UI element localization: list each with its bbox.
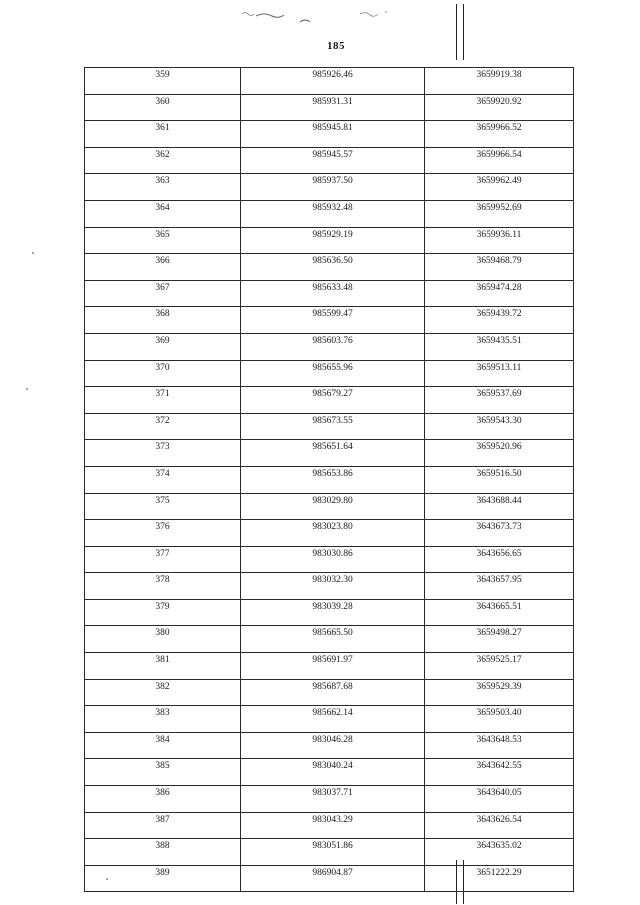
y-coordinate-cell: 3659962.49 bbox=[425, 174, 574, 201]
table-row bbox=[85, 679, 574, 706]
x-coordinate-cell: 985945.81 bbox=[241, 121, 425, 148]
table-row bbox=[85, 626, 574, 653]
y-coordinate-cell: 3643673.73 bbox=[425, 520, 574, 547]
table-row bbox=[85, 732, 574, 759]
table-row bbox=[85, 200, 574, 227]
y-coordinate-cell: 3659936.11 bbox=[425, 227, 574, 254]
table-row bbox=[85, 786, 574, 813]
x-coordinate-cell: 985929.19 bbox=[241, 227, 425, 254]
point-number-cell: 385 bbox=[85, 759, 241, 786]
x-coordinate-cell: 983023.80 bbox=[241, 520, 425, 547]
x-coordinate-cell: 983040.24 bbox=[241, 759, 425, 786]
y-coordinate-cell: 3643640.05 bbox=[425, 786, 574, 813]
table-row bbox=[85, 865, 574, 892]
table-row bbox=[85, 812, 574, 839]
y-coordinate-cell: 3659435.51 bbox=[425, 333, 574, 360]
point-number-cell: 379 bbox=[85, 599, 241, 626]
point-number-cell: 381 bbox=[85, 653, 241, 680]
table-row bbox=[85, 653, 574, 680]
x-coordinate-cell: 985937.50 bbox=[241, 174, 425, 201]
table-row bbox=[85, 839, 574, 866]
y-coordinate-cell: 3643648.53 bbox=[425, 732, 574, 759]
y-coordinate-cell: 3659474.28 bbox=[425, 280, 574, 307]
point-number-cell: 384 bbox=[85, 732, 241, 759]
y-coordinate-cell: 3643626.54 bbox=[425, 812, 574, 839]
y-coordinate-cell: 3659966.52 bbox=[425, 121, 574, 148]
x-coordinate-cell: 985926.46 bbox=[241, 68, 425, 95]
scan-header-mark bbox=[240, 8, 400, 30]
point-number-cell: 389 bbox=[85, 865, 241, 892]
y-coordinate-cell: 3643688.44 bbox=[425, 493, 574, 520]
point-number-cell: 367 bbox=[85, 280, 241, 307]
point-number-cell: 383 bbox=[85, 706, 241, 733]
point-number-cell: 380 bbox=[85, 626, 241, 653]
table-row bbox=[85, 360, 574, 387]
table-row bbox=[85, 307, 574, 334]
table-row bbox=[85, 174, 574, 201]
point-number-cell: 370 bbox=[85, 360, 241, 387]
y-coordinate-cell: 3659543.30 bbox=[425, 413, 574, 440]
table-row bbox=[85, 520, 574, 547]
x-coordinate-cell: 985687.68 bbox=[241, 679, 425, 706]
x-coordinate-cell: 985931.31 bbox=[241, 94, 425, 121]
point-number-cell: 375 bbox=[85, 493, 241, 520]
point-number-cell: 368 bbox=[85, 307, 241, 334]
x-coordinate-cell: 985599.47 bbox=[241, 307, 425, 334]
x-coordinate-cell: 985691.97 bbox=[241, 653, 425, 680]
y-coordinate-cell: 3659439.72 bbox=[425, 307, 574, 334]
table-row bbox=[85, 493, 574, 520]
table-row bbox=[85, 546, 574, 573]
y-coordinate-cell: 3659498.27 bbox=[425, 626, 574, 653]
point-number-cell: 386 bbox=[85, 786, 241, 813]
table-row bbox=[85, 706, 574, 733]
x-coordinate-cell: 983029.80 bbox=[241, 493, 425, 520]
point-number-cell: 366 bbox=[85, 254, 241, 281]
x-coordinate-cell: 985673.55 bbox=[241, 413, 425, 440]
point-number-cell: 369 bbox=[85, 333, 241, 360]
y-coordinate-cell: 3659952.69 bbox=[425, 200, 574, 227]
y-coordinate-cell: 3643656.65 bbox=[425, 546, 574, 573]
x-coordinate-cell: 985636.50 bbox=[241, 254, 425, 281]
x-coordinate-cell: 983046.28 bbox=[241, 732, 425, 759]
y-coordinate-cell: 3659920.92 bbox=[425, 94, 574, 121]
point-number-cell: 388 bbox=[85, 839, 241, 866]
y-coordinate-cell: 3659537.69 bbox=[425, 387, 574, 414]
x-coordinate-cell: 985651.64 bbox=[241, 440, 425, 467]
table-row bbox=[85, 280, 574, 307]
coordinates-table bbox=[84, 67, 574, 892]
table-row bbox=[85, 254, 574, 281]
x-coordinate-cell: 983037.71 bbox=[241, 786, 425, 813]
table-row bbox=[85, 147, 574, 174]
scan-speck bbox=[26, 388, 28, 390]
x-coordinate-cell: 985679.27 bbox=[241, 387, 425, 414]
table-row bbox=[85, 121, 574, 148]
x-coordinate-cell: 983030.86 bbox=[241, 546, 425, 573]
table-row bbox=[85, 759, 574, 786]
point-number-cell: 362 bbox=[85, 147, 241, 174]
x-coordinate-cell: 983039.28 bbox=[241, 599, 425, 626]
y-coordinate-cell: 3659525.17 bbox=[425, 653, 574, 680]
x-coordinate-cell: 985945.57 bbox=[241, 147, 425, 174]
y-coordinate-cell: 3659516.50 bbox=[425, 466, 574, 493]
x-coordinate-cell: 986904.87 bbox=[241, 865, 425, 892]
point-number-cell: 372 bbox=[85, 413, 241, 440]
x-coordinate-cell: 985662.14 bbox=[241, 706, 425, 733]
x-coordinate-cell: 983043.29 bbox=[241, 812, 425, 839]
y-coordinate-cell: 3643642.55 bbox=[425, 759, 574, 786]
page-number: 185 bbox=[327, 40, 345, 52]
point-number-cell: 378 bbox=[85, 573, 241, 600]
point-number-cell: 373 bbox=[85, 440, 241, 467]
point-number-cell: 376 bbox=[85, 520, 241, 547]
y-coordinate-cell: 3659919.38 bbox=[425, 68, 574, 95]
coordinates-table-body bbox=[85, 68, 574, 892]
table-row bbox=[85, 68, 574, 95]
x-coordinate-cell: 985665.50 bbox=[241, 626, 425, 653]
x-coordinate-cell: 985653.86 bbox=[241, 466, 425, 493]
y-coordinate-cell: 3659503.40 bbox=[425, 706, 574, 733]
table-row bbox=[85, 387, 574, 414]
x-coordinate-cell: 985633.48 bbox=[241, 280, 425, 307]
point-number-cell: 361 bbox=[85, 121, 241, 148]
point-number-cell: 359 bbox=[85, 68, 241, 95]
table-row bbox=[85, 413, 574, 440]
x-coordinate-cell: 983032.30 bbox=[241, 573, 425, 600]
y-coordinate-cell: 3651222.29 bbox=[425, 865, 574, 892]
table-row bbox=[85, 599, 574, 626]
table-row bbox=[85, 440, 574, 467]
point-number-cell: 363 bbox=[85, 174, 241, 201]
scan-speck bbox=[32, 252, 34, 254]
y-coordinate-cell: 3659520.96 bbox=[425, 440, 574, 467]
x-coordinate-cell: 985932.48 bbox=[241, 200, 425, 227]
x-coordinate-cell: 985603.76 bbox=[241, 333, 425, 360]
y-coordinate-cell: 3643657.95 bbox=[425, 573, 574, 600]
table-row bbox=[85, 94, 574, 121]
y-coordinate-cell: 3643635.02 bbox=[425, 839, 574, 866]
point-number-cell: 382 bbox=[85, 679, 241, 706]
y-coordinate-cell: 3643665.51 bbox=[425, 599, 574, 626]
y-coordinate-cell: 3659529.39 bbox=[425, 679, 574, 706]
y-coordinate-cell: 3659966.54 bbox=[425, 147, 574, 174]
x-coordinate-cell: 985655.96 bbox=[241, 360, 425, 387]
point-number-cell: 377 bbox=[85, 546, 241, 573]
y-coordinate-cell: 3659513.11 bbox=[425, 360, 574, 387]
point-number-cell: 374 bbox=[85, 466, 241, 493]
point-number-cell: 364 bbox=[85, 200, 241, 227]
x-coordinate-cell: 983051.86 bbox=[241, 839, 425, 866]
scan-speck bbox=[106, 878, 108, 880]
point-number-cell: 360 bbox=[85, 94, 241, 121]
point-number-cell: 365 bbox=[85, 227, 241, 254]
point-number-cell: 387 bbox=[85, 812, 241, 839]
point-number-cell: 371 bbox=[85, 387, 241, 414]
y-coordinate-cell: 3659468.79 bbox=[425, 254, 574, 281]
table-row bbox=[85, 573, 574, 600]
table-row bbox=[85, 227, 574, 254]
table-row bbox=[85, 466, 574, 493]
table-row bbox=[85, 333, 574, 360]
